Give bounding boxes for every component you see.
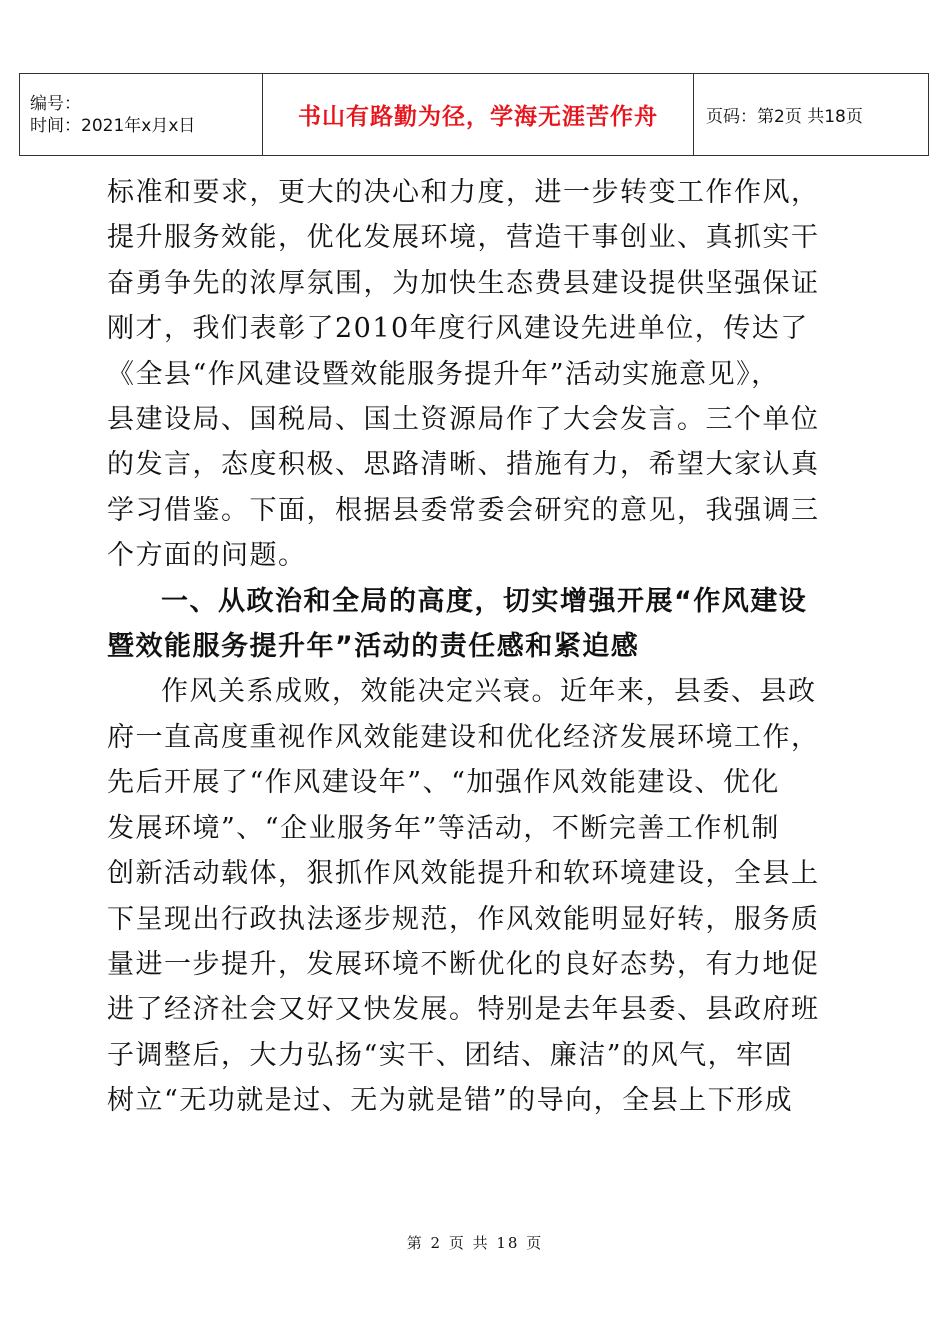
- text-line: 的发言，态度积极、思路清晰、措施有力，希望大家认真: [107, 449, 820, 481]
- paragraph-1: [107, 170, 852, 579]
- header-meta-cell: [20, 74, 263, 156]
- text-line: 标准和要求，更大的决心和力度，进一步转变工作作风，: [107, 177, 820, 208]
- time-label: 时间：2021年x月x日: [30, 115, 196, 136]
- document-header: [19, 73, 929, 156]
- text-line: 创新活动载体，狠抓作风效能提升和软环境建设，全县上: [107, 858, 820, 890]
- text-line: 下呈现出行政执法逐步规范，作风效能明显好转，服务质: [107, 903, 820, 935]
- text-line: 子调整后，大力弘扬“实干、团结、廉洁”的风气，牢固: [107, 1039, 794, 1071]
- text-line: 树立“无功就是过、无为就是错”的导向，全县上下形成: [107, 1085, 794, 1117]
- heading-line: 一、从政治和全局的高度，切实增强开展“作风建设: [161, 585, 808, 617]
- header-page-info: 页码：第2页 共18页: [694, 74, 929, 156]
- document-body: [107, 170, 852, 1124]
- text-line: 作风关系成败，效能决定兴衰。近年来，县委、县政: [161, 676, 817, 708]
- header-motto: 书山有路勤为径，学海无涯苦作舟: [263, 74, 694, 156]
- text-line: 刚才，我们表彰了2010年度行风建设先进单位，传达了: [107, 313, 809, 345]
- text-line: 个方面的问题。: [107, 540, 307, 572]
- text-line: 学习借鉴。下面，根据县委常委会研究的意见，我强调三: [107, 494, 820, 526]
- text-line: 发展环境”、“企业服务年”等活动，不断完善工作机制: [107, 812, 780, 844]
- paragraph-2: [107, 669, 852, 1123]
- text-line: 进了经济社会又好又快发展。特别是去年县委、县政府班: [107, 994, 820, 1026]
- heading-line: 暨效能服务提升年”活动的责任感和紧迫感: [107, 631, 640, 663]
- text-line: 县建设局、国税局、国土资源局作了大会发言。三个单位: [107, 404, 820, 436]
- text-line: 奋勇争先的浓厚氛围，为加快生态费县建设提供坚强保证: [107, 267, 820, 299]
- text-line: 府一直高度重视作风效能建设和优化经济发展环境工作，: [107, 721, 820, 753]
- text-line: 《全县“作风建设暨效能服务提升年”活动实施意见》，: [107, 358, 780, 390]
- number-label: 编号：: [30, 93, 81, 114]
- text-line: 量进一步提升，发展环境不断优化的良好态势，有力地促: [107, 948, 820, 980]
- text-line: 先后开展了“作风建设年”、“加强作风效能建设、优化: [107, 767, 780, 799]
- text-line: 提升服务效能，优化发展环境，营造干事创业、真抓实干: [107, 222, 820, 254]
- page-footer: 第 2 页 共 18 页: [406, 1234, 544, 1252]
- section-heading: [107, 579, 852, 670]
